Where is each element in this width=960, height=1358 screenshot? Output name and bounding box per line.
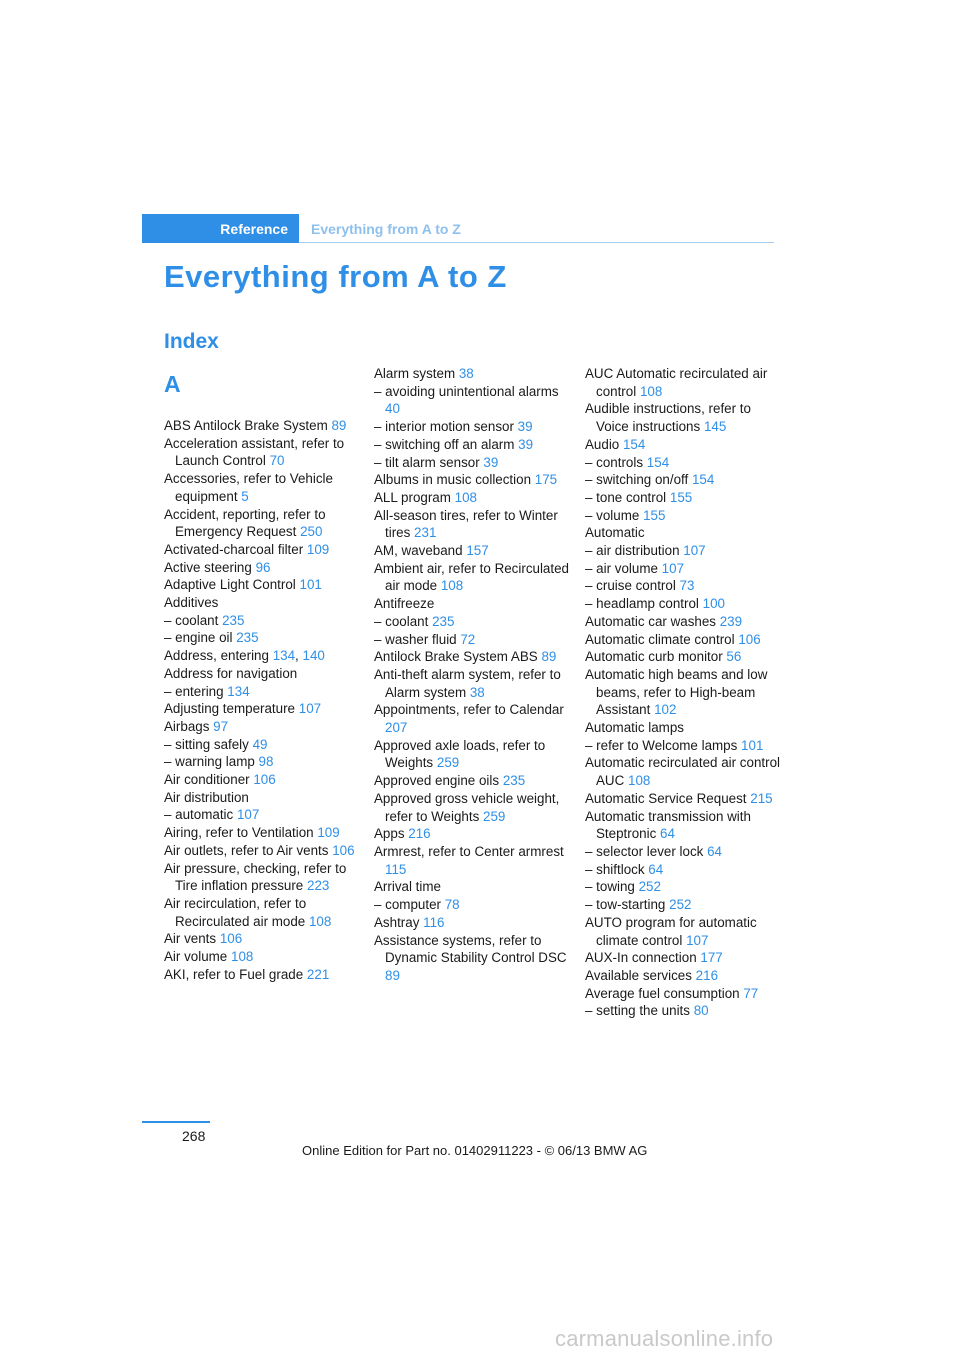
page-reference-link[interactable]: 77 bbox=[743, 985, 759, 1001]
index-entry bbox=[164, 948, 364, 966]
index-column-1 bbox=[164, 365, 364, 984]
index-entry-text: – headlamp control bbox=[585, 596, 699, 612]
index-entry-text: – shiftlock bbox=[585, 861, 645, 877]
index-entry bbox=[374, 896, 574, 914]
index-entry-text: Air conditioner bbox=[164, 772, 250, 788]
index-entry-text: – controls bbox=[585, 454, 644, 470]
page-reference-link[interactable]: 107 bbox=[661, 560, 685, 576]
page-reference-link[interactable]: 207 bbox=[385, 720, 408, 736]
page-reference-link[interactable]: 39 bbox=[518, 436, 534, 452]
page-reference-link[interactable]: 108 bbox=[639, 383, 663, 399]
page-reference-link[interactable]: 56 bbox=[726, 649, 742, 665]
index-entry bbox=[164, 736, 364, 754]
index-entry-text: Audio bbox=[585, 436, 620, 452]
index-entry bbox=[164, 895, 364, 930]
index-entry bbox=[164, 930, 364, 948]
index-entry bbox=[585, 737, 785, 755]
index-letter-heading: A bbox=[164, 371, 181, 397]
page-reference-link[interactable]: 108 bbox=[440, 578, 464, 594]
index-entry bbox=[164, 718, 364, 736]
page-reference-link[interactable]: 231 bbox=[414, 525, 437, 541]
index-entry-text: AM, waveband bbox=[374, 543, 463, 559]
page-reference-link[interactable]: 216 bbox=[408, 826, 431, 842]
index-entry bbox=[374, 560, 574, 595]
index-entry-text: – air distribution bbox=[585, 543, 680, 559]
running-header bbox=[142, 214, 774, 243]
page-reference-link[interactable]: 252 bbox=[638, 879, 661, 895]
page-reference-link[interactable]: 107 bbox=[686, 932, 709, 948]
index-entry bbox=[374, 613, 574, 631]
page-reference-link[interactable]: 101 bbox=[741, 737, 764, 753]
page-reference-link[interactable]: 39 bbox=[517, 419, 533, 435]
index-entry-text: – interior motion sensor bbox=[374, 419, 514, 435]
index-entry bbox=[164, 966, 364, 984]
index-entry-text: – coolant bbox=[164, 612, 219, 628]
index-entry: Address, entering 134, 140 bbox=[164, 648, 325, 664]
header-rule bbox=[299, 242, 774, 243]
index-entry bbox=[585, 524, 785, 542]
index-entry bbox=[374, 843, 574, 878]
page-reference-link[interactable]: 239 bbox=[719, 613, 743, 629]
page-title: Everything from A to Z bbox=[164, 259, 507, 294]
index-entry-text: Approved gross vehicle weight, refer to Weights bbox=[374, 790, 560, 824]
index-entry-text: Air distribution bbox=[164, 789, 249, 805]
index-entry bbox=[164, 594, 364, 612]
index-entry bbox=[164, 559, 364, 577]
index-entry-text: Automatic bbox=[585, 525, 645, 541]
index-entry-text: Arrival time bbox=[374, 879, 441, 895]
index-entry bbox=[164, 753, 364, 771]
index-entry-text: Air recirculation, refer to Recirculated air mode bbox=[164, 895, 307, 929]
page-reference-link[interactable]: 100 bbox=[702, 596, 725, 612]
page-reference-link[interactable]: 108 bbox=[454, 489, 477, 505]
index-entry bbox=[164, 665, 364, 683]
index-entry-text: Ashtray bbox=[374, 914, 420, 930]
page-reference-link[interactable]: 154 bbox=[691, 472, 715, 488]
page-reference-link[interactable]: 102 bbox=[654, 702, 677, 718]
index-entry-text: Accessories, refer to Vehicle equipment bbox=[164, 471, 333, 504]
index-entry bbox=[374, 737, 574, 772]
page-number: 268 bbox=[182, 1128, 206, 1144]
section-tab bbox=[142, 214, 299, 243]
index-entry bbox=[374, 418, 574, 436]
index-entry bbox=[374, 631, 574, 649]
index-entry-text: Adaptive Light Control bbox=[164, 577, 296, 593]
index-entry bbox=[585, 949, 785, 967]
index-entry-text: Automatic lamps bbox=[585, 720, 684, 736]
page-reference-link[interactable]: 221 bbox=[306, 966, 330, 982]
index-entry-text: Available services bbox=[585, 967, 692, 983]
index-entry-text: Air vents bbox=[164, 931, 217, 947]
index-entry-text: Address for navigation bbox=[164, 665, 298, 681]
index-entry-text: Adjusting temperature bbox=[164, 701, 296, 717]
page-reference-link[interactable]: 235 bbox=[236, 630, 259, 646]
index-entry bbox=[585, 631, 785, 649]
page-reference-link[interactable]: 177 bbox=[700, 950, 723, 966]
index-entry-text: Airing, refer to Ventilation bbox=[164, 825, 314, 841]
index-entry bbox=[164, 541, 364, 559]
index-entry-text: – coolant bbox=[374, 613, 429, 629]
index-entry bbox=[585, 507, 785, 525]
page-reference-link[interactable]: 98 bbox=[258, 754, 274, 770]
index-entry-text: – air volume bbox=[585, 560, 658, 576]
page-reference-link[interactable]: 49 bbox=[252, 736, 268, 752]
index-entry-text: Appointments, refer to Calendar bbox=[374, 702, 564, 718]
index-entry-text: Automatic recirculated air control AUC bbox=[585, 755, 780, 789]
index-entry-text: – computer bbox=[374, 897, 441, 913]
page-reference-link[interactable]: 40 bbox=[385, 401, 400, 417]
page-reference-link[interactable]: 38 bbox=[469, 684, 485, 700]
page-reference-link[interactable]: 64 bbox=[660, 826, 675, 842]
index-entry-text: Air outlets, refer to Air vents bbox=[164, 842, 329, 858]
index-entry bbox=[585, 790, 785, 808]
index-entry bbox=[585, 967, 785, 985]
page-reference-link[interactable]: 252 bbox=[669, 897, 692, 913]
index-entry bbox=[164, 860, 364, 895]
page-reference-link[interactable]: 97 bbox=[213, 718, 229, 734]
index-entry bbox=[585, 560, 785, 578]
page-reference-link[interactable]: 108 bbox=[231, 949, 254, 965]
index-entry bbox=[164, 789, 364, 807]
page-reference-link[interactable]: 145 bbox=[703, 419, 727, 435]
index-entry bbox=[585, 542, 785, 560]
page-reference-link[interactable]: 115 bbox=[385, 861, 407, 877]
index-entry bbox=[164, 771, 364, 789]
index-entry-text: – cruise control bbox=[585, 578, 676, 594]
index-entry bbox=[164, 612, 364, 630]
page-reference-link[interactable]: 101 bbox=[299, 577, 322, 593]
index-entry bbox=[164, 806, 364, 824]
index-entry bbox=[585, 878, 785, 896]
page-reference-link[interactable]: 107 bbox=[683, 543, 706, 559]
index-entry bbox=[585, 914, 785, 949]
page-reference-link[interactable]: 109 bbox=[306, 541, 330, 557]
index-entry bbox=[374, 790, 574, 825]
index-entry-text: Automatic climate control bbox=[585, 631, 735, 647]
index-entry bbox=[374, 507, 574, 542]
index-entry bbox=[585, 1002, 785, 1020]
index-entry-text: Approved axle loads, refer to Weights bbox=[374, 737, 546, 771]
page-reference-link[interactable]: 64 bbox=[707, 843, 722, 859]
index-entry bbox=[374, 772, 574, 790]
index-entry bbox=[585, 400, 785, 435]
index-entry-text: Antilock Brake System ABS bbox=[374, 649, 538, 665]
index-entry bbox=[585, 754, 785, 789]
index-entry-text: Automatic transmission with Steptronic bbox=[585, 808, 751, 842]
index-entry bbox=[164, 506, 364, 541]
page-reference-link[interactable]: 108 bbox=[308, 913, 332, 929]
index-entry-text: – sitting safely bbox=[164, 736, 249, 752]
index-entry bbox=[164, 629, 364, 647]
index-entry bbox=[585, 454, 785, 472]
page-reference-link[interactable]: 235 bbox=[502, 773, 526, 789]
index-entry bbox=[374, 648, 574, 666]
index-entry-text: Alarm system bbox=[374, 366, 456, 381]
index-entry-text: Ambient air, refer to Recirculated air mode bbox=[374, 560, 569, 594]
page-reference-link[interactable]: 109 bbox=[317, 825, 340, 841]
page-reference-link[interactable]: 73 bbox=[679, 578, 695, 594]
page-reference-link[interactable]: 5 bbox=[241, 488, 249, 504]
section-subtitle: Index bbox=[164, 330, 219, 353]
page-reference-link[interactable]: 259 bbox=[483, 808, 506, 824]
index-entry-text: Armrest, refer to Center armrest bbox=[374, 843, 564, 859]
page-reference-link[interactable]: 72 bbox=[460, 631, 476, 647]
index-entry-text: AUTO program for automatic climate control bbox=[585, 914, 757, 948]
index-entry-text: – towing bbox=[585, 879, 635, 895]
index-entry-text: – avoiding unintentional alarms bbox=[374, 383, 559, 399]
page-reference-link[interactable]: 39 bbox=[483, 454, 499, 470]
index-entry-text: – setting the units bbox=[585, 1003, 690, 1019]
index-entry-text: – warning lamp bbox=[164, 754, 255, 770]
page-reference-link[interactable]: 106 bbox=[253, 772, 276, 788]
index-entry-text: Airbags bbox=[164, 718, 210, 734]
index-entry bbox=[374, 914, 574, 932]
index-entry bbox=[374, 365, 574, 383]
index-entry bbox=[374, 542, 574, 560]
index-entry-text: Accident, reporting, refer to Emergency Request bbox=[164, 506, 326, 540]
page-reference-link[interactable]: 215 bbox=[750, 790, 773, 806]
index-entry bbox=[585, 595, 785, 613]
index-entry bbox=[164, 435, 364, 470]
index-column-2 bbox=[374, 365, 574, 985]
index-entry bbox=[585, 648, 785, 666]
page-reference-link[interactable]: 106 bbox=[738, 631, 761, 647]
page-reference-link[interactable]: 106 bbox=[219, 931, 243, 947]
index-entry-text: – volume bbox=[585, 507, 640, 523]
page-reference-link[interactable]: 64 bbox=[648, 861, 664, 877]
index-entry-text: Anti-theft alarm system, refer to Alarm system bbox=[374, 666, 561, 700]
page-reference-link[interactable]: 235 bbox=[432, 613, 455, 629]
index-entry-text: – switching on/off bbox=[585, 472, 689, 488]
index-entry-text: AUX-In connection bbox=[585, 950, 697, 966]
index-entry bbox=[585, 365, 785, 400]
index-entry bbox=[585, 613, 785, 631]
index-entry bbox=[374, 878, 574, 896]
index-entry bbox=[164, 417, 364, 435]
page-reference-link[interactable]: 216 bbox=[695, 967, 719, 983]
index-entry-text: Audible instructions, refer to Voice instructions bbox=[585, 401, 751, 435]
page-reference-link[interactable]: 116 bbox=[423, 914, 445, 930]
index-entry bbox=[585, 436, 785, 454]
index-entry-text: – entering bbox=[164, 683, 224, 699]
index-entry-text: – refer to Welcome lamps bbox=[585, 737, 738, 753]
index-entry bbox=[164, 576, 364, 594]
index-entry-text: Average fuel consumption bbox=[585, 985, 740, 1001]
page-reference-link[interactable]: 96 bbox=[255, 559, 271, 575]
index-entry-text: Air volume bbox=[164, 949, 228, 965]
index-entry bbox=[585, 896, 785, 914]
index-entry bbox=[374, 454, 574, 472]
page-reference-link[interactable]: 250 bbox=[300, 524, 323, 540]
watermark: carmanualsonline.info bbox=[555, 1326, 774, 1351]
page-reference-link[interactable]: 157 bbox=[466, 543, 489, 559]
page-reference-link[interactable]: 108 bbox=[628, 773, 651, 789]
page-reference-link[interactable]: 38 bbox=[458, 366, 474, 381]
index-entry-text: Automatic Service Request bbox=[585, 790, 747, 806]
index-entry bbox=[585, 471, 785, 489]
index-entry bbox=[374, 489, 574, 507]
page-reference-link[interactable]: 155 bbox=[643, 507, 666, 523]
index-entry bbox=[585, 577, 785, 595]
breadcrumb: Everything from A to Z bbox=[311, 221, 461, 237]
index-entry bbox=[164, 700, 364, 718]
index-entry bbox=[374, 436, 574, 454]
index-entry-text: – engine oil bbox=[164, 630, 233, 646]
index-entry-text: Active steering bbox=[164, 559, 252, 575]
page-reference-link[interactable]: 134 bbox=[272, 648, 296, 664]
page-reference-link[interactable]: 175 bbox=[534, 472, 558, 488]
index-entry bbox=[374, 471, 574, 489]
index-entry-text: Antifreeze bbox=[374, 596, 435, 612]
page-reference-link[interactable]: 154 bbox=[646, 454, 670, 470]
index-entry-text: ABS Antilock Brake System bbox=[164, 418, 328, 433]
index-entry bbox=[374, 701, 574, 736]
index-entry-text: ALL program bbox=[374, 489, 451, 505]
index-entry-text: – washer fluid bbox=[374, 631, 457, 647]
page-reference-link[interactable]: 106 bbox=[332, 842, 355, 858]
index-entry-text: Albums in music collection bbox=[374, 472, 532, 488]
index-entry bbox=[585, 843, 785, 861]
index-entry bbox=[374, 666, 574, 701]
index-entry-text: Activated-charcoal filter bbox=[164, 541, 304, 557]
index-entry bbox=[164, 824, 364, 842]
index-entry bbox=[585, 861, 785, 879]
index-entry bbox=[585, 489, 785, 507]
index-entry-text: – selector lever lock bbox=[585, 843, 704, 859]
page-reference-link[interactable]: 154 bbox=[622, 436, 646, 452]
index-entry bbox=[374, 383, 574, 418]
page-reference-link[interactable]: 107 bbox=[298, 701, 322, 717]
index-entry-text: Additives bbox=[164, 595, 219, 611]
index-entry-text: – tilt alarm sensor bbox=[374, 454, 480, 470]
index-entry-text: Assistance systems, refer to Dynamic Stability Control DSC bbox=[374, 932, 567, 966]
index-entry bbox=[585, 808, 785, 843]
page-reference-link[interactable]: 89 bbox=[385, 967, 400, 983]
index-entry-text: – switching off an alarm bbox=[374, 436, 515, 452]
index-entry-text: Apps bbox=[374, 826, 405, 842]
index-entry-text: All-season tires, refer to Winter tires bbox=[374, 507, 558, 541]
page-reference-link[interactable]: 89 bbox=[541, 649, 557, 665]
index-entry bbox=[585, 666, 785, 719]
page-reference-link[interactable]: 80 bbox=[693, 1003, 709, 1019]
index-entry-text: Air pressure, checking, refer to Tire inflation pressure bbox=[164, 860, 347, 894]
index-entry-text: Approved engine oils bbox=[374, 773, 500, 789]
index-entry-text: – tone control bbox=[585, 489, 667, 505]
page-reference-link[interactable]: 259 bbox=[436, 755, 460, 771]
index-entry bbox=[374, 825, 574, 843]
index-entry bbox=[585, 985, 785, 1003]
page-reference-link[interactable]: 107 bbox=[236, 807, 260, 823]
index-entry bbox=[374, 595, 574, 613]
footer-rule bbox=[142, 1121, 210, 1123]
index-entry-text: AKI, refer to Fuel grade bbox=[164, 966, 304, 982]
index-entry-text: – automatic bbox=[164, 807, 234, 823]
index-entry bbox=[164, 470, 364, 505]
index-entry bbox=[164, 683, 364, 701]
index-entry-text: Acceleration assistant, refer to Launch Control bbox=[164, 435, 345, 469]
page-reference-link[interactable]: 223 bbox=[307, 878, 330, 894]
index-entry-text: Address, entering bbox=[164, 648, 269, 664]
index-entry bbox=[164, 842, 364, 860]
page-reference-link[interactable]: 155 bbox=[669, 489, 693, 505]
index-entry-text: Automatic high beams and low beams, refer to High-beam Assistant bbox=[585, 666, 768, 718]
page-reference-link[interactable]: 134 bbox=[227, 683, 250, 699]
page-reference-link[interactable]: 140 bbox=[302, 648, 325, 664]
edition-note: Online Edition for Part no. 01402911223 - © 06/13 BMW AG bbox=[302, 1143, 648, 1158]
index-entry-text: Automatic curb monitor bbox=[585, 649, 723, 665]
index-entry bbox=[585, 719, 785, 737]
page-reference-link[interactable]: 235 bbox=[222, 612, 245, 628]
index-entry bbox=[374, 932, 574, 985]
index-column-3 bbox=[585, 365, 785, 1020]
index-entry-text: AUC Automatic recirculated air control bbox=[585, 366, 768, 399]
index-entry-text: Automatic car washes bbox=[585, 613, 716, 629]
page-reference-link[interactable]: 78 bbox=[444, 897, 460, 913]
index-entry-text: – tow-starting bbox=[585, 897, 666, 913]
page-reference-link[interactable]: 89 bbox=[331, 418, 347, 433]
page-reference-link[interactable]: 70 bbox=[269, 453, 285, 469]
section-label: Reference bbox=[220, 221, 288, 237]
